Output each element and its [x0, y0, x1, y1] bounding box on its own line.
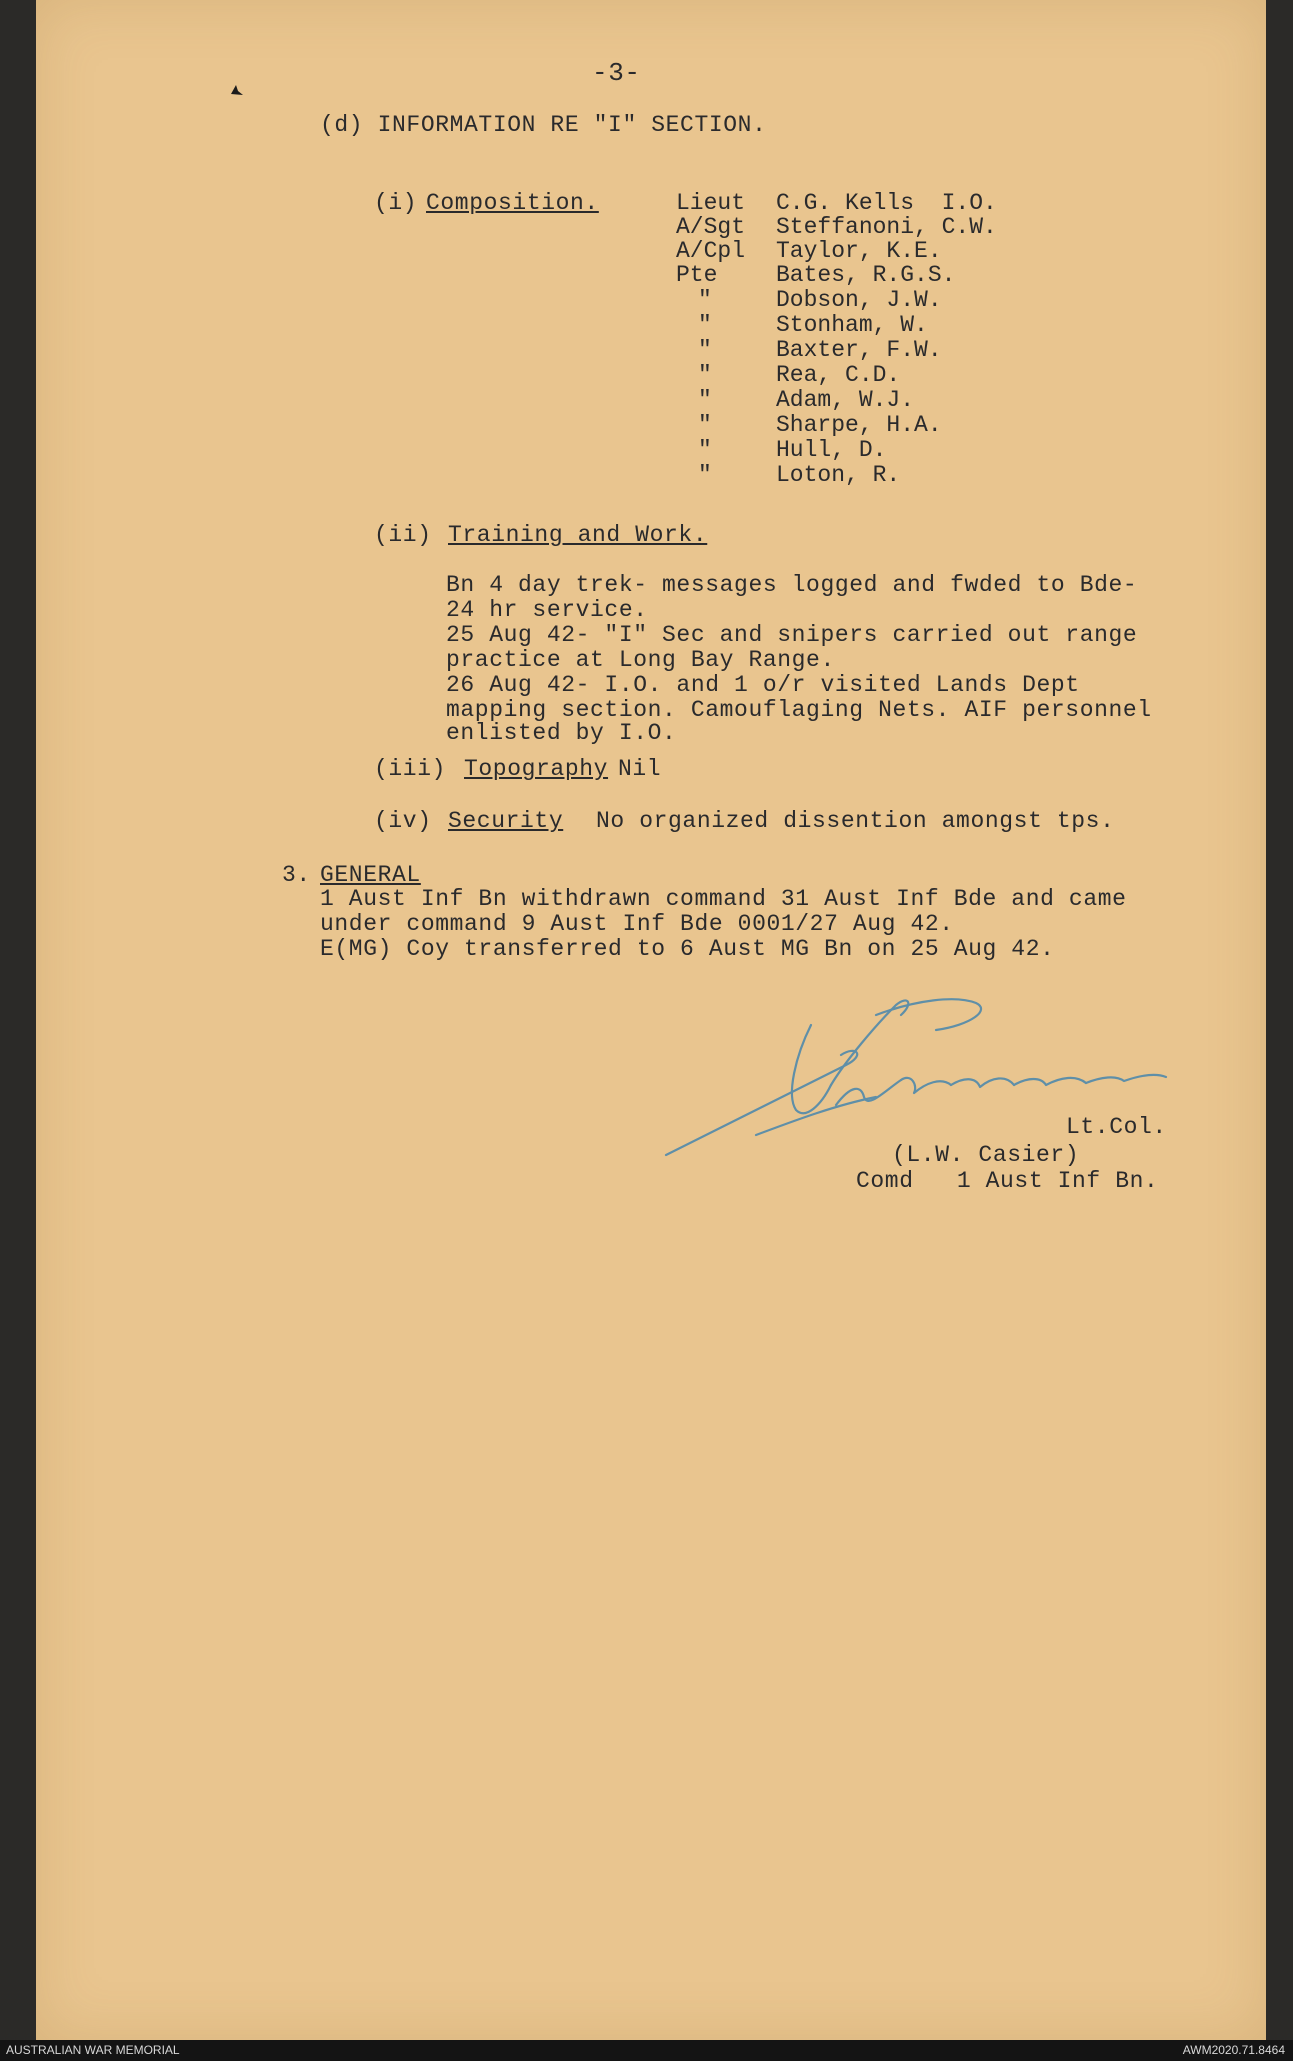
signature-title: Comd 1 Aust Inf Bn.: [856, 1168, 1159, 1194]
security-label: Security: [448, 808, 564, 834]
general-line: under command 9 Aust Inf Bde 0001/27 Aug 42.: [320, 911, 954, 937]
document-page: [36, 0, 1266, 2040]
general-line: E(MG) Coy transferred to 6 Aust MG Bn on 25 Aug 42.: [320, 936, 1055, 962]
footer-source: AUSTRALIAN WAR MEMORIAL: [6, 2043, 180, 2057]
archive-footer: [0, 2040, 1293, 2061]
training-line: 24 hr service.: [446, 597, 648, 623]
composition-label: Composition.: [426, 190, 599, 216]
list-item: " Stonham, W.: [698, 312, 928, 338]
list-item: Pte Bates, R.G.S.: [676, 262, 956, 288]
general-number: 3.: [282, 862, 311, 888]
list-item: A/Cpl Taylor, K.E.: [676, 238, 942, 264]
list-item: A/Sgt Steffanoni, C.W.: [676, 214, 997, 240]
general-label: GENERAL: [320, 862, 421, 888]
training-line: Bn 4 day trek- messages logged and fwded to Bde-: [446, 572, 1138, 598]
list-item: Lieut C.G. Kells I.O.: [676, 190, 997, 216]
topography-label: Topography: [464, 756, 609, 782]
signature-name: (L.W. Casier): [892, 1142, 1080, 1168]
signature: [646, 985, 1286, 1165]
training-line: 26 Aug 42- I.O. and 1 o/r visited Lands Dept: [446, 672, 1080, 698]
list-item: " Baxter, F.W.: [698, 337, 942, 363]
training-line: mapping section. Camouflaging Nets. AIF personnel: [446, 697, 1152, 723]
page-number: -3-: [592, 58, 641, 88]
training-line: practice at Long Bay Range.: [446, 647, 835, 673]
topography-number: (iii): [374, 756, 447, 782]
training-number: (ii): [374, 522, 432, 548]
training-label: Training and Work.: [448, 522, 708, 548]
training-line: 25 Aug 42- "I" Sec and snipers carried out range: [446, 622, 1138, 648]
list-item: " Loton, R.: [698, 462, 901, 488]
signature-rank: Lt.Col.: [1066, 1114, 1167, 1140]
topography-value: Nil: [618, 756, 662, 782]
list-item: " Hull, D.: [698, 437, 887, 463]
section-heading: (d) INFORMATION RE "I" SECTION.: [320, 112, 767, 138]
security-number: (iv): [374, 808, 432, 834]
training-line: enlisted by I.O.: [446, 720, 677, 746]
list-item: " Sharpe, H.A.: [698, 412, 942, 438]
list-item: " Dobson, J.W.: [698, 287, 942, 313]
list-item: " Adam, W.J.: [698, 387, 915, 413]
ink-blot-icon: [229, 83, 245, 97]
footer-reference: AWM2020.71.8464: [1182, 2043, 1285, 2057]
general-line: 1 Aust Inf Bn withdrawn command 31 Aust Inf Bde and came: [320, 886, 1127, 912]
list-item: " Rea, C.D.: [698, 362, 901, 388]
security-value: No organized dissention amongst tps.: [596, 808, 1115, 834]
composition-number: (i): [374, 190, 418, 216]
